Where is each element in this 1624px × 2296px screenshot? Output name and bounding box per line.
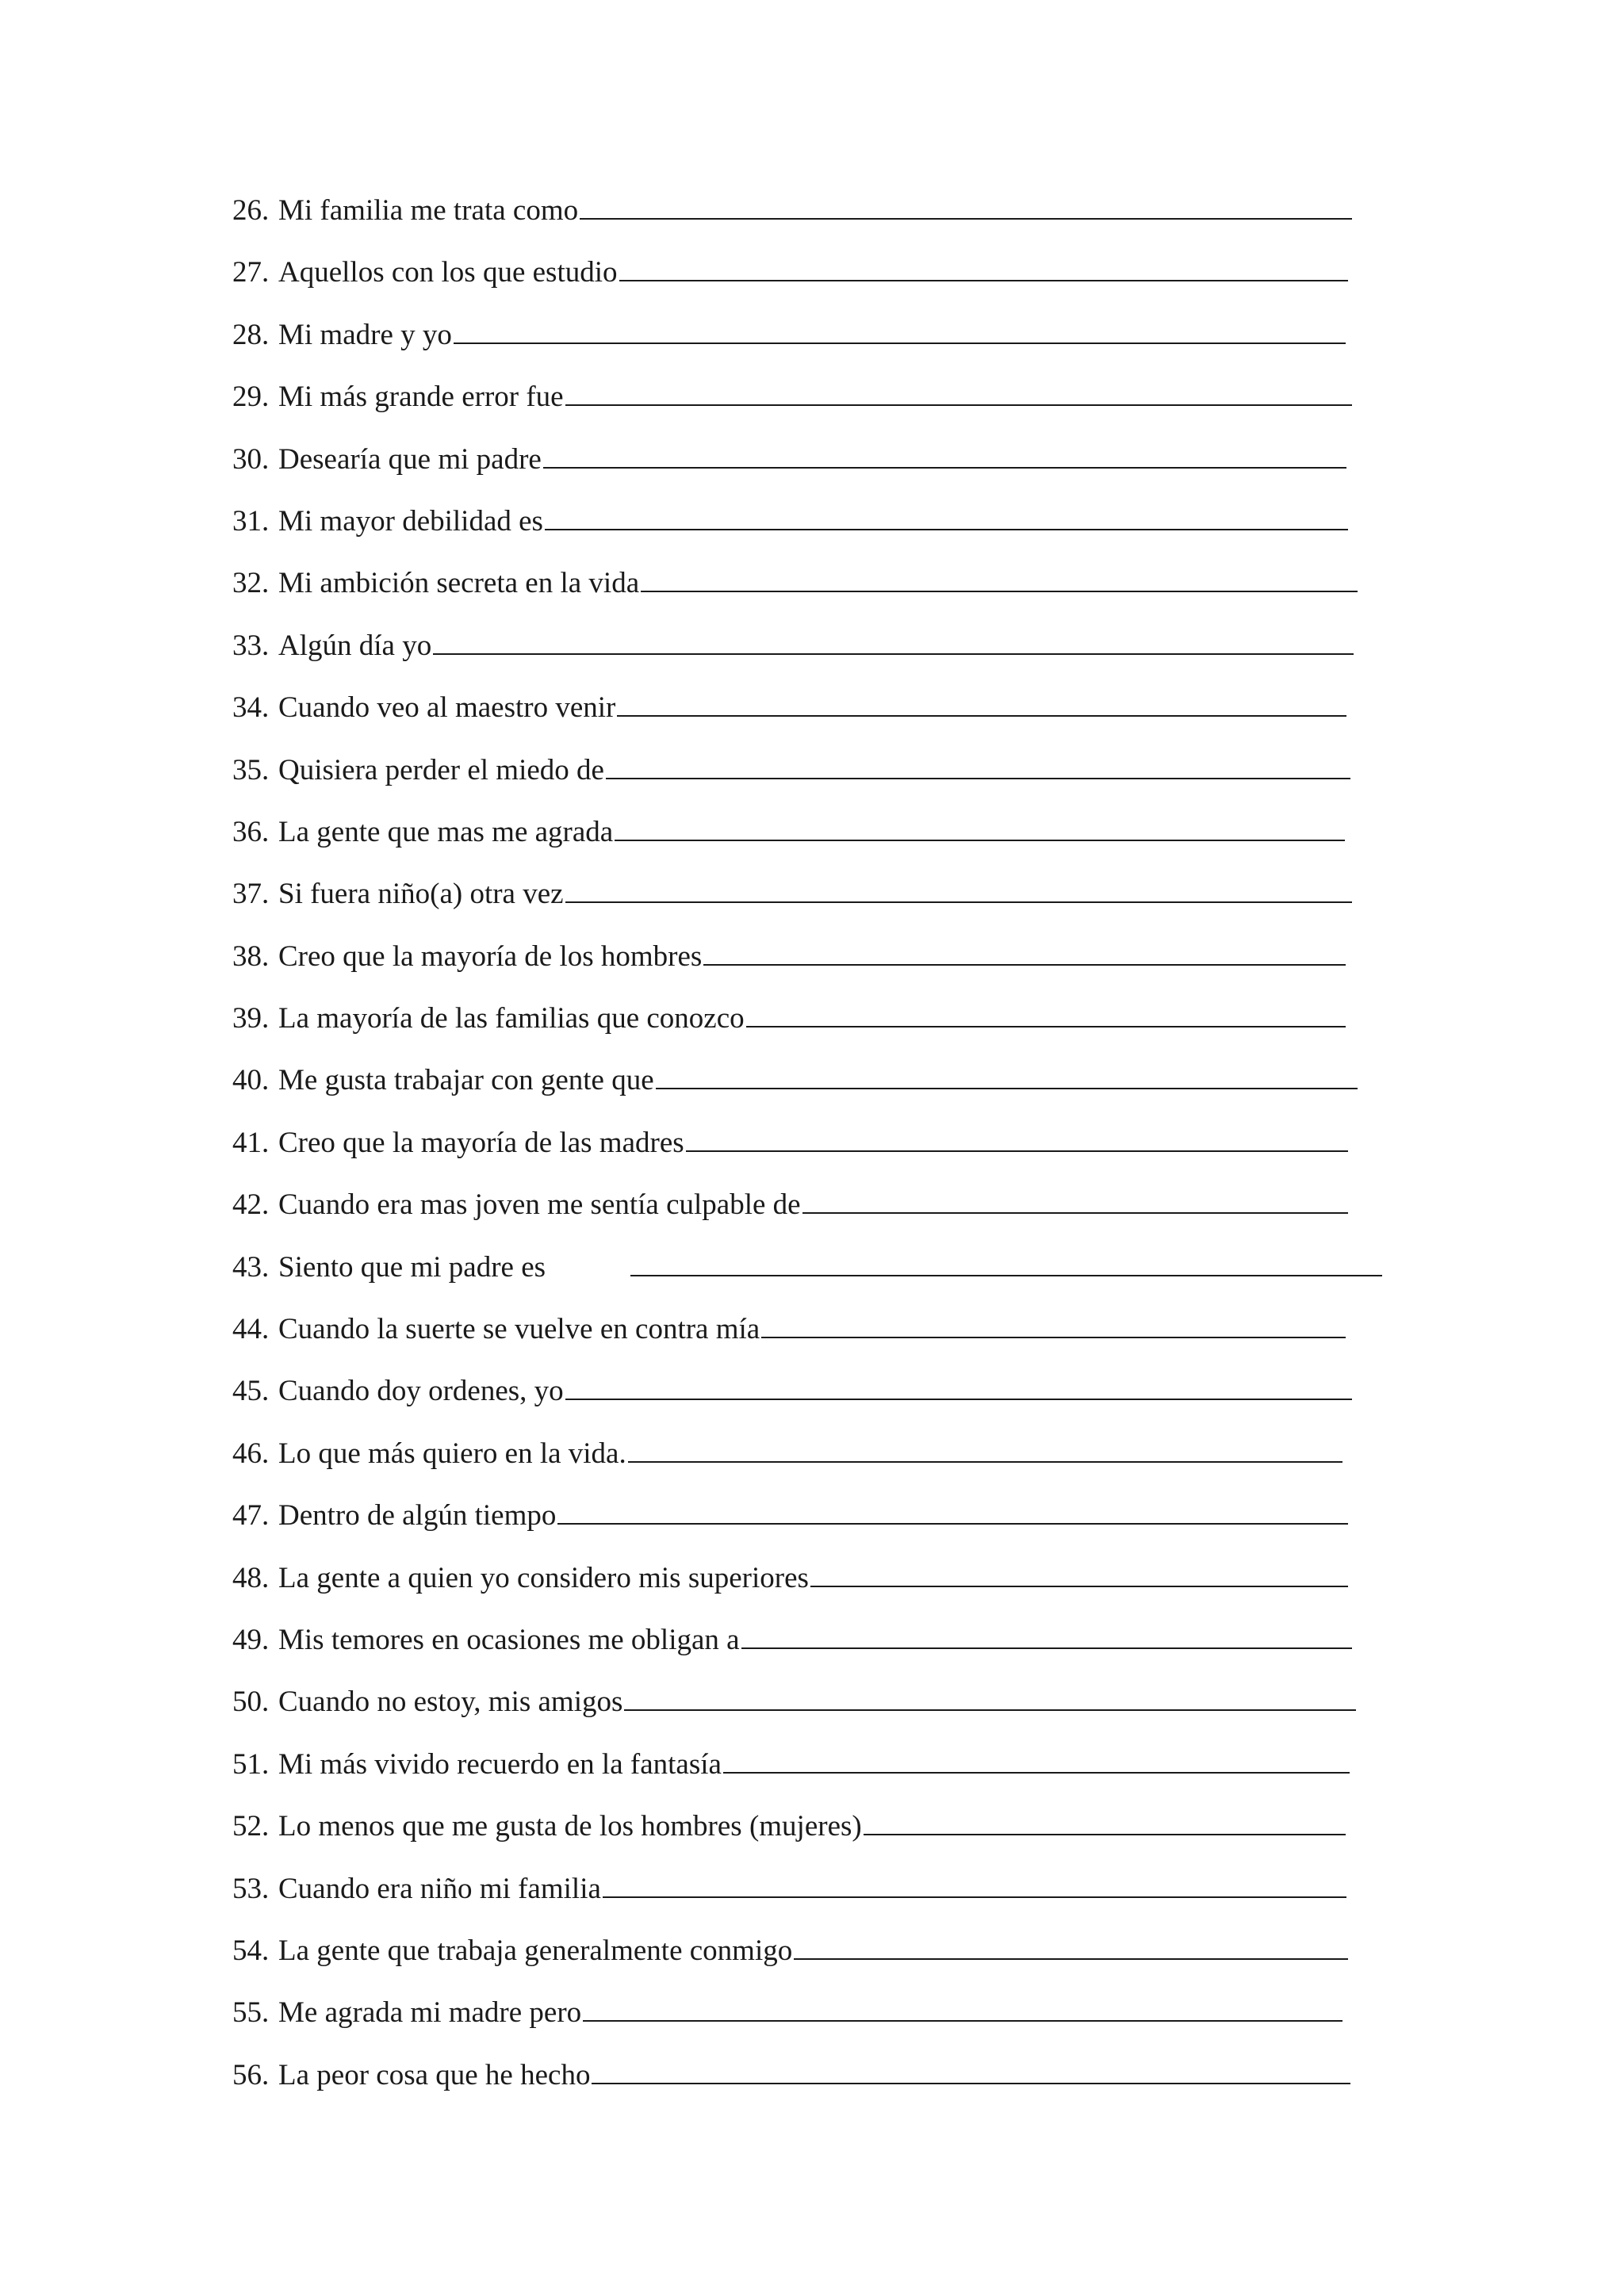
answer-blank-line[interactable] <box>545 505 1348 530</box>
item-prompt: Cuando no estoy, mis amigos <box>278 1686 623 1719</box>
answer-blank-line[interactable] <box>592 2059 1350 2084</box>
list-item <box>232 1119 1390 1181</box>
answer-blank-line[interactable] <box>619 256 1348 281</box>
item-number: 56. <box>232 2058 270 2091</box>
list-item <box>232 373 1390 435</box>
answer-blank-line[interactable] <box>433 629 1354 655</box>
item-number: 48. <box>232 1561 270 1594</box>
item-prompt: Cuando era mas joven me sentía culpable de <box>278 1188 801 1222</box>
item-number: 54. <box>232 1934 270 1967</box>
item-number: 36. <box>232 815 270 848</box>
list-item <box>232 1678 1390 1740</box>
item-prompt: La gente a quien yo considero mis superiores <box>278 1561 809 1594</box>
item-number: 52. <box>232 1810 270 1843</box>
list-item <box>232 747 1390 809</box>
answer-blank-line[interactable] <box>624 1686 1356 1711</box>
item-number: 31. <box>232 504 270 538</box>
item-prompt: Mi más grande error fue <box>278 381 564 414</box>
list-item <box>232 809 1390 871</box>
list-item <box>232 1306 1390 1368</box>
item-number: 38. <box>232 939 270 973</box>
item-prompt: Mi mayor debilidad es <box>278 504 543 538</box>
answer-blank-line[interactable] <box>606 754 1350 779</box>
answer-blank-line[interactable] <box>565 1375 1352 1400</box>
answer-blank-line[interactable] <box>630 1251 1382 1276</box>
item-number: 47. <box>232 1499 270 1533</box>
item-number: 40. <box>232 1064 270 1097</box>
list-item <box>232 187 1390 249</box>
item-number: 46. <box>232 1437 270 1470</box>
item-prompt: Lo menos que me gusta de los hombres (mujeres) <box>278 1810 862 1843</box>
answer-blank-line[interactable] <box>703 940 1346 966</box>
answer-blank-line[interactable] <box>864 1810 1346 1835</box>
answer-blank-line[interactable] <box>454 319 1346 344</box>
item-prompt: Creo que la mayoría de los hombres <box>278 939 703 973</box>
list-item <box>232 1368 1390 1429</box>
item-number: 43. <box>232 1250 270 1284</box>
item-number: 35. <box>232 753 270 786</box>
list-item <box>232 1617 1390 1678</box>
list-item <box>232 684 1390 746</box>
answer-blank-line[interactable] <box>641 567 1358 592</box>
answer-blank-line[interactable] <box>746 1002 1346 1027</box>
answer-blank-line[interactable] <box>656 1064 1358 1089</box>
item-number: 27. <box>232 256 270 289</box>
item-prompt: Quisiera perder el miedo de <box>278 753 604 786</box>
item-prompt: La gente que trabaja generalmente conmigo <box>278 1934 793 1967</box>
answer-blank-line[interactable] <box>741 1624 1352 1649</box>
item-number: 30. <box>232 442 270 476</box>
item-prompt: Cuando doy ordenes, yo <box>278 1375 564 1408</box>
item-prompt: Mi familia me trata como <box>278 194 579 227</box>
item-prompt: Mi más vivido recuerdo en la fantasía <box>278 1747 722 1781</box>
item-prompt: Me gusta trabajar con gente que <box>278 1064 654 1097</box>
item-number: 53. <box>232 1872 270 1905</box>
item-prompt: La peor cosa que he hecho <box>278 2058 591 2091</box>
list-item <box>232 1866 1390 1927</box>
item-prompt: Cuando veo al maestro venir <box>278 691 616 725</box>
list-item <box>232 436 1390 498</box>
item-prompt: Aquellos con los que estudio <box>278 256 618 289</box>
item-prompt: Mi madre y yo <box>278 318 452 351</box>
answer-blank-line[interactable] <box>565 381 1352 406</box>
item-number: 29. <box>232 381 270 414</box>
list-item <box>232 1430 1390 1492</box>
answer-blank-line[interactable] <box>617 691 1346 717</box>
answer-blank-line[interactable] <box>565 878 1352 903</box>
item-prompt: Si fuera niño(a) otra vez <box>278 878 564 911</box>
answer-blank-line[interactable] <box>761 1313 1346 1338</box>
list-item <box>232 995 1390 1057</box>
item-number: 45. <box>232 1375 270 1408</box>
list-item <box>232 1989 1390 2051</box>
item-prompt: Mi ambición secreta en la vida <box>278 567 640 600</box>
list-item <box>232 622 1390 684</box>
item-number: 51. <box>232 1747 270 1781</box>
answer-blank-line[interactable] <box>723 1748 1350 1774</box>
answer-blank-line[interactable] <box>802 1188 1348 1214</box>
answer-blank-line[interactable] <box>583 1996 1342 2022</box>
list-item <box>232 1244 1390 1306</box>
answer-blank-line[interactable] <box>557 1499 1348 1525</box>
answer-blank-line[interactable] <box>543 443 1346 469</box>
item-number: 44. <box>232 1313 270 1346</box>
list-item <box>232 1803 1390 1865</box>
answer-blank-line[interactable] <box>580 194 1352 220</box>
item-prompt: Creo que la mayoría de las madres <box>278 1126 684 1159</box>
answer-blank-line[interactable] <box>615 816 1345 841</box>
item-number: 49. <box>232 1623 270 1656</box>
list-item <box>232 1927 1390 1989</box>
answer-blank-line[interactable] <box>810 1562 1348 1587</box>
answer-blank-line[interactable] <box>794 1934 1348 1960</box>
item-prompt: Cuando la suerte se vuelve en contra mía <box>278 1313 760 1346</box>
list-item <box>232 498 1390 560</box>
answer-blank-line[interactable] <box>628 1437 1342 1463</box>
list-item <box>232 560 1390 622</box>
list-item <box>232 871 1390 932</box>
item-prompt: Cuando era niño mi familia <box>278 1872 601 1905</box>
list-item <box>232 312 1390 373</box>
item-number: 55. <box>232 1996 270 2030</box>
item-number: 33. <box>232 629 270 662</box>
item-number: 39. <box>232 1002 270 1035</box>
list-item <box>232 933 1390 995</box>
item-number: 26. <box>232 194 270 227</box>
item-number: 50. <box>232 1686 270 1719</box>
item-number: 37. <box>232 878 270 911</box>
item-prompt: La mayoría de las familias que conozco <box>278 1002 745 1035</box>
item-prompt: La gente que mas me agrada <box>278 815 614 848</box>
list-item <box>232 1057 1390 1119</box>
list-item <box>232 1741 1390 1803</box>
item-prompt: Algún día yo <box>278 629 432 662</box>
item-prompt: Siento que mi padre es <box>278 1250 546 1284</box>
list-item <box>232 2052 1390 2114</box>
item-prompt: Dentro de algún tiempo <box>278 1499 557 1533</box>
item-number: 34. <box>232 691 270 725</box>
answer-blank-line[interactable] <box>686 1127 1348 1152</box>
list-item <box>232 1555 1390 1617</box>
list-item <box>232 249 1390 311</box>
sentence-completion-list <box>232 187 1390 2114</box>
list-item <box>232 1181 1390 1243</box>
item-number: 42. <box>232 1188 270 1222</box>
item-number: 32. <box>232 567 270 600</box>
item-prompt: Desearía que mi padre <box>278 442 542 476</box>
list-item <box>232 1492 1390 1554</box>
item-number: 41. <box>232 1126 270 1159</box>
item-prompt: Mis temores en ocasiones me obligan a <box>278 1623 740 1656</box>
item-number: 28. <box>232 318 270 351</box>
item-prompt: Me agrada mi madre pero <box>278 1996 582 2030</box>
answer-blank-line[interactable] <box>603 1873 1346 1898</box>
item-prompt: Lo que más quiero en la vida. <box>278 1437 626 1470</box>
